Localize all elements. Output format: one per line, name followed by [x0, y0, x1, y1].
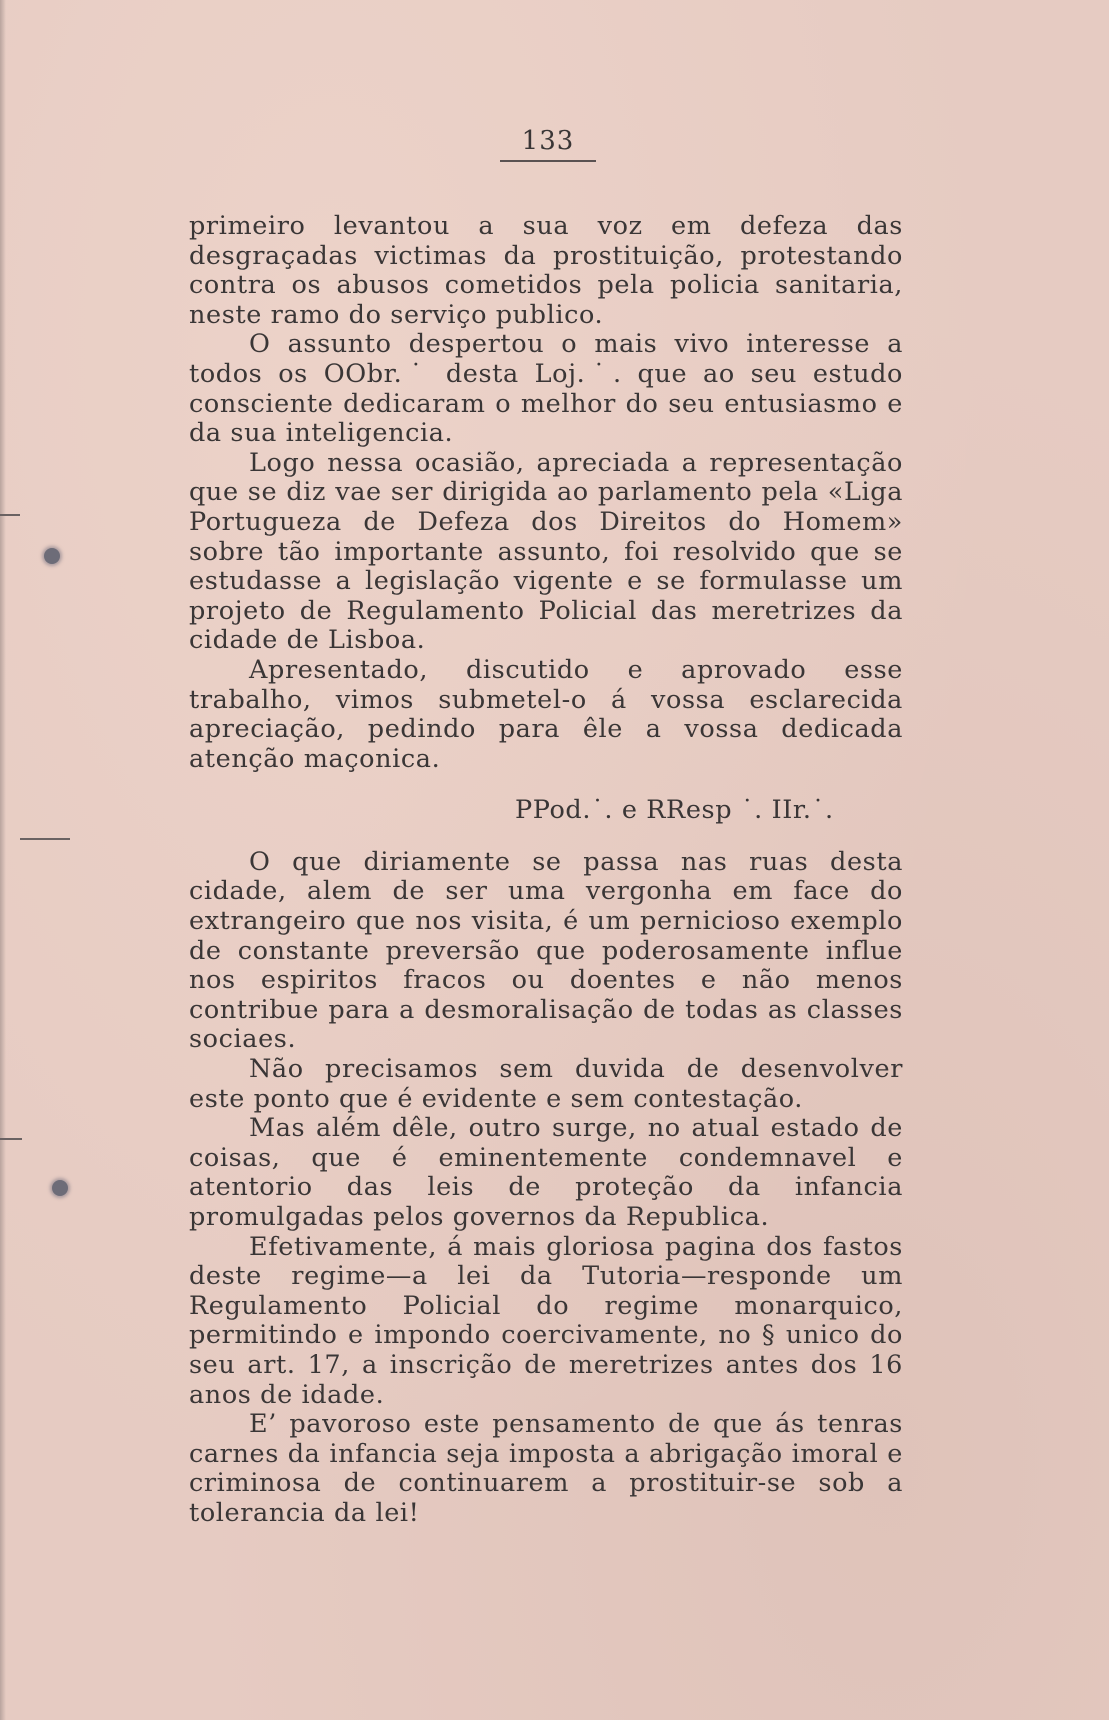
page-number-rule [500, 160, 596, 162]
paragraph-7: Mas além dêle, outro surge, no atual estado de coisas, que é eminentemente condemnavel e atentorio das leis de proteção da infancia promulgadas pelos governos da Republica. [189, 1113, 903, 1232]
margin-tick-2 [20, 838, 70, 840]
closing-salutation: PPod.˙. e RResp ˙. IIr.˙. [515, 795, 834, 826]
paragraph-1: primeiro levantou a sua voz em defeza das desgraçadas victimas da prostituição, protestando contra os abusos cometidos pela policia sanitaria, neste ramo do serviço publico. [189, 211, 903, 330]
margin-tick-3 [0, 1138, 22, 1140]
page-left-edge [0, 0, 6, 1720]
page-number: 133 [521, 126, 575, 156]
paragraph-5: O que diriamente se passa nas ruas desta cidade, alem de ser uma vergonha em face do extrangeiro que nos visita, é um pernicioso exemplo de constante preversão que poderosamente influe nos espiritos fracos ou doentes e não menos contribue para a desmoralisação de todas as classes sociaes. [189, 846, 903, 1055]
body-text [189, 212, 903, 1529]
paragraph-4: Apresentado, discutido e aprovado esse trabalho, vimos submetel-o á vossa esclarecida apreciação, pedindo para êle a vossa dedicada atenção maçonica. [189, 654, 903, 774]
paragraph-3: Logo nessa ocasião, apreciada a representação que se diz vae ser dirigida ao parlamento pela «Liga Portugueza de Defeza dos Direitos do Homem» sobre tão importante assunto, foi resolvido que se estudasse a legislação vigente e se formulasse um projeto de Regulamento Policial das meretrizes da cidade de Lisboa. [189, 447, 903, 656]
paragraph-8: Efetivamente, á mais gloriosa pagina dos fastos deste regime—a lei da Tutoria—responde um Regulamento Policial do regime monarquico, permitindo e impondo coercivamente, no § unico do seu art. 17, a inscrição de meretrizes antes dos 16 anos de idade. [189, 1231, 903, 1410]
binding-hole-mark-top [44, 548, 60, 564]
paragraph-2: O assunto despertou o mais vivo interesse a todos os OObr.˙ desta Loj.˙. que ao seu estudo consciente dedicaram o melhor do seu entusiasmo e da sua inteligencia. [189, 329, 903, 449]
paragraph-6: Não precisamos sem duvida de desenvolver este ponto que é evidente e sem contestação. [189, 1054, 903, 1114]
binding-hole-mark-bottom [52, 1180, 68, 1196]
margin-tick-1 [0, 514, 20, 516]
paragraph-9: E’ pavoroso este pensamento de que ás tenras carnes da infancia seja imposta a abrigação imoral e criminosa de continuarem a prostituir-se sob a tolerancia da lei! [189, 1409, 903, 1528]
